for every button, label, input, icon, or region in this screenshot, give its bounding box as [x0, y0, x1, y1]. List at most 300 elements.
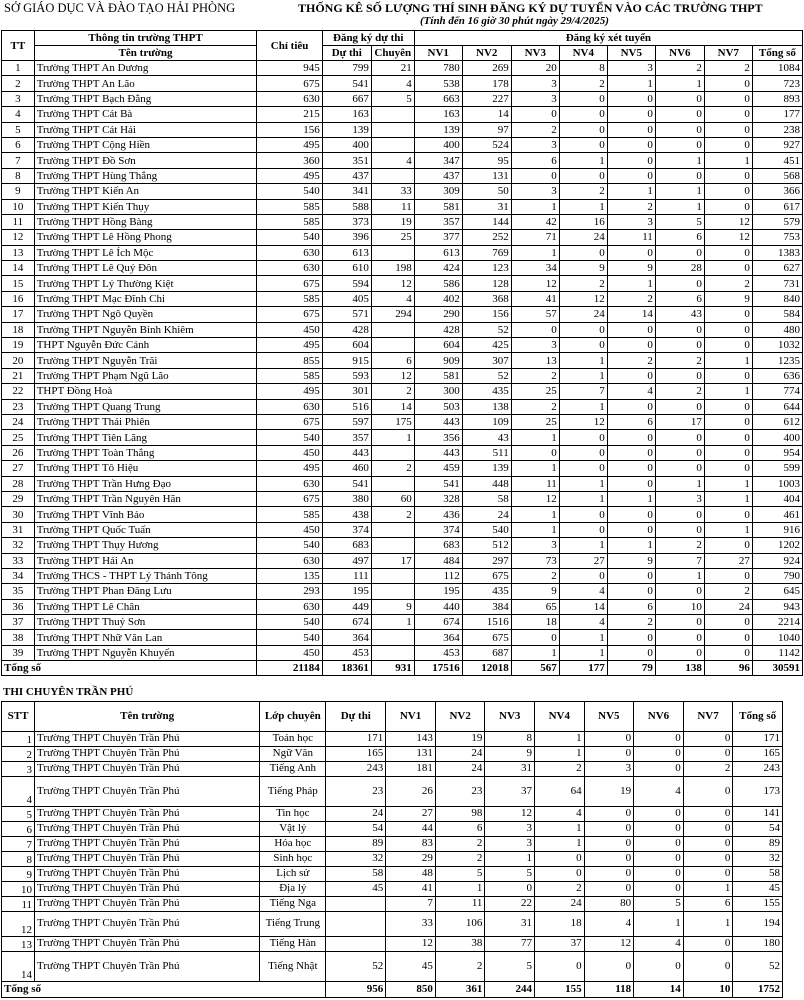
school-name: Trường THPT Thuỷ Sơn — [34, 615, 257, 630]
school-name: Trường THPT Cát Hải — [34, 122, 257, 137]
school-name: Trường THPT An Lão — [34, 76, 257, 91]
data-cell: 6 — [683, 897, 733, 912]
data-cell: 25 — [511, 414, 559, 429]
data-cell: 0 — [607, 91, 655, 106]
data-cell: 156 — [462, 307, 511, 322]
school-name: Trường THPT Chuyên Trần Phú — [35, 952, 260, 982]
school-name: Trường THPT Thụy Hương — [34, 538, 257, 553]
data-cell: 21 — [371, 61, 414, 76]
data-cell: 945 — [257, 61, 322, 76]
school-name: Trường THPT Chuyên Trần Phú — [35, 732, 260, 747]
data-cell: 44 — [386, 822, 436, 837]
data-cell: 511 — [462, 445, 511, 460]
data-cell: 77 — [485, 937, 535, 952]
data-cell: 1 — [655, 199, 704, 214]
school-name: Trường THPT Vĩnh Bảo — [34, 507, 257, 522]
data-cell: 855 — [257, 353, 322, 368]
school-name: Trường THPT Chuyên Trần Phú — [35, 762, 260, 777]
school-name: Trường THPT Chuyên Trần Phú — [35, 897, 260, 912]
data-cell: 341 — [322, 184, 371, 199]
table-row — [2, 276, 803, 291]
school-name: Trường THPT Nguyễn Bỉnh Khiêm — [34, 322, 257, 337]
data-cell: 22 — [485, 897, 535, 912]
school-name: Trường THPT Lê Quý Đôn — [34, 261, 257, 276]
data-cell: 540 — [257, 230, 322, 245]
table-row — [2, 762, 783, 777]
data-cell: 0 — [704, 261, 752, 276]
data-cell: 2 — [559, 76, 607, 91]
table-row — [2, 230, 803, 245]
total-cell: 931 — [371, 661, 414, 676]
school-name: Trường THPT Chuyên Trần Phú — [35, 837, 260, 852]
table-row — [2, 747, 783, 762]
row-number: 22 — [2, 384, 35, 399]
school-name: Trường THPT Chuyên Trần Phú — [35, 747, 260, 762]
row-number: 1 — [2, 61, 35, 76]
data-cell — [371, 568, 414, 583]
data-cell: 12 — [371, 368, 414, 383]
data-cell: 461 — [752, 507, 802, 522]
data-cell: 613 — [414, 245, 462, 260]
data-cell: 171 — [326, 732, 386, 747]
data-cell: 1 — [559, 491, 607, 506]
data-cell: 1 — [511, 430, 559, 445]
specialized-table — [1, 701, 783, 998]
data-cell: 0 — [655, 168, 704, 183]
data-cell: 1 — [683, 882, 733, 897]
row-number: 12 — [2, 230, 35, 245]
row-number: 10 — [2, 882, 35, 897]
data-cell: 1 — [511, 522, 559, 537]
data-cell — [371, 322, 414, 337]
data-cell: 2 — [371, 461, 414, 476]
data-cell: 459 — [414, 461, 462, 476]
data-cell: 0 — [511, 445, 559, 460]
data-cell: 1 — [704, 153, 752, 168]
data-cell: 3 — [511, 76, 559, 91]
data-cell: 0 — [511, 168, 559, 183]
data-cell: 351 — [322, 153, 371, 168]
data-cell: 400 — [414, 137, 462, 152]
data-cell: 954 — [752, 445, 802, 460]
data-cell: 425 — [462, 338, 511, 353]
data-cell: 0 — [559, 122, 607, 137]
data-cell: 0 — [704, 645, 752, 660]
data-cell: 163 — [414, 107, 462, 122]
data-cell: 428 — [322, 322, 371, 337]
data-cell: 585 — [257, 199, 322, 214]
data-cell: 215 — [257, 107, 322, 122]
data-cell: 58 — [326, 867, 386, 882]
data-cell: 0 — [584, 807, 634, 822]
data-cell — [371, 168, 414, 183]
row-number: 13 — [2, 937, 35, 952]
data-cell: 175 — [371, 414, 414, 429]
data-cell: 20 — [511, 61, 559, 76]
data-cell: 195 — [414, 584, 462, 599]
data-cell: 71 — [511, 230, 559, 245]
table-row — [2, 153, 803, 168]
school-name: Trường THPT Lê Ích Mộc — [34, 245, 257, 260]
data-cell: 5 — [371, 91, 414, 106]
data-cell: 198 — [371, 261, 414, 276]
data-cell — [371, 338, 414, 353]
data-cell: 0 — [559, 91, 607, 106]
data-cell: 0 — [559, 461, 607, 476]
data-cell: 5 — [485, 867, 535, 882]
data-cell: 0 — [655, 645, 704, 660]
data-cell: 1 — [704, 522, 752, 537]
data-cell: 0 — [683, 952, 733, 982]
header-admission-registration: Đăng ký xét tuyển — [414, 31, 802, 46]
data-cell: 0 — [607, 445, 655, 460]
data-cell: 384 — [462, 599, 511, 614]
data-cell: 0 — [704, 245, 752, 260]
data-cell: 0 — [655, 445, 704, 460]
data-cell: 2 — [704, 584, 752, 599]
data-cell: 0 — [584, 732, 634, 747]
data-cell: 0 — [607, 137, 655, 152]
school-name: Trường THPT Quang Trung — [34, 399, 257, 414]
table-row — [2, 61, 803, 76]
header-nv3: NV3 — [485, 702, 535, 732]
data-cell: 1235 — [752, 353, 802, 368]
data-cell: 597 — [322, 414, 371, 429]
data-cell: 181 — [386, 762, 436, 777]
data-cell: 4 — [371, 153, 414, 168]
data-cell: 2 — [655, 384, 704, 399]
data-cell: 449 — [322, 599, 371, 614]
data-cell: 753 — [752, 230, 802, 245]
row-number: 19 — [2, 338, 35, 353]
table-row — [2, 291, 803, 306]
data-cell: 27 — [559, 553, 607, 568]
data-cell: 12 — [559, 291, 607, 306]
data-cell: 453 — [322, 645, 371, 660]
data-cell: 24 — [462, 507, 511, 522]
row-number: 5 — [2, 807, 35, 822]
header-exam: Dự thi — [322, 46, 371, 61]
data-cell: 123 — [462, 261, 511, 276]
data-cell: 1 — [559, 476, 607, 491]
data-cell: 0 — [704, 445, 752, 460]
row-number: 21 — [2, 368, 35, 383]
data-cell: 128 — [462, 276, 511, 291]
data-cell: 27 — [386, 807, 436, 822]
data-cell: 0 — [704, 430, 752, 445]
data-cell: 2 — [435, 852, 485, 867]
class-name: Vật lý — [260, 822, 326, 837]
table-row — [2, 414, 803, 429]
data-cell: 165 — [326, 747, 386, 762]
data-cell: 674 — [322, 615, 371, 630]
row-number: 4 — [2, 107, 35, 122]
data-cell: 0 — [607, 522, 655, 537]
class-name: Tiếng Anh — [260, 762, 326, 777]
data-cell: 453 — [414, 645, 462, 660]
data-cell: 0 — [584, 852, 634, 867]
data-cell: 495 — [257, 168, 322, 183]
data-cell: 613 — [322, 245, 371, 260]
table-row — [2, 553, 803, 568]
table-row — [2, 837, 783, 852]
data-cell: 1 — [559, 153, 607, 168]
data-cell: 24 — [559, 230, 607, 245]
data-cell: 687 — [462, 645, 511, 660]
data-cell: 480 — [752, 322, 802, 337]
data-cell: 0 — [655, 122, 704, 137]
header-school-info: Thông tin trường THPT — [34, 31, 257, 46]
data-cell: 674 — [414, 615, 462, 630]
data-cell: 11 — [435, 897, 485, 912]
data-cell: 0 — [655, 615, 704, 630]
data-cell: 630 — [257, 553, 322, 568]
data-cell: 404 — [752, 491, 802, 506]
data-cell: 7 — [386, 897, 436, 912]
row-number: 17 — [2, 307, 35, 322]
total-cell: 14 — [634, 982, 684, 998]
data-cell: 6 — [655, 291, 704, 306]
data-cell: 14 — [462, 107, 511, 122]
data-cell: 540 — [257, 538, 322, 553]
header-class: Lớp chuyên — [260, 702, 326, 732]
data-cell — [371, 137, 414, 152]
data-cell: 13 — [511, 353, 559, 368]
header-nv2: NV2 — [435, 702, 485, 732]
data-cell: 177 — [752, 107, 802, 122]
total-cell: 12018 — [462, 661, 511, 676]
data-cell: 1 — [559, 368, 607, 383]
data-cell: 450 — [257, 445, 322, 460]
data-cell: 37 — [535, 937, 585, 952]
data-cell: 89 — [326, 837, 386, 852]
data-cell: 374 — [322, 522, 371, 537]
data-cell: 143 — [386, 732, 436, 747]
data-cell: 0 — [559, 322, 607, 337]
data-cell: 2 — [371, 384, 414, 399]
data-cell: 12 — [371, 276, 414, 291]
total-cell: 79 — [607, 661, 655, 676]
data-cell: 33 — [386, 912, 436, 937]
data-cell: 12 — [704, 230, 752, 245]
data-cell: 675 — [462, 630, 511, 645]
data-cell: 24 — [435, 762, 485, 777]
data-cell: 630 — [257, 245, 322, 260]
class-name: Địa lý — [260, 882, 326, 897]
data-cell: 109 — [462, 414, 511, 429]
data-cell: 1 — [607, 491, 655, 506]
data-cell: 309 — [414, 184, 462, 199]
registration-table — [1, 30, 803, 676]
school-name: Trường THPT Lê Hồng Phong — [34, 230, 257, 245]
total-cell: 567 — [511, 661, 559, 676]
school-name: Trường THPT Ngô Quyền — [34, 307, 257, 322]
data-cell: 604 — [322, 338, 371, 353]
data-cell: 1 — [535, 747, 585, 762]
total-cell: 1752 — [733, 982, 783, 998]
data-cell: 0 — [607, 568, 655, 583]
table-row — [2, 245, 803, 260]
data-cell: 396 — [322, 230, 371, 245]
data-cell: 443 — [322, 445, 371, 460]
table-row — [2, 952, 783, 982]
school-name: Trường THPT Hồng Bàng — [34, 214, 257, 229]
data-cell: 65 — [511, 599, 559, 614]
data-cell: 2 — [435, 837, 485, 852]
data-cell: 294 — [371, 307, 414, 322]
data-cell: 1 — [535, 837, 585, 852]
data-cell: 106 — [435, 912, 485, 937]
school-name: Trường THPT Chuyên Trần Phú — [35, 937, 260, 952]
data-cell: 139 — [462, 461, 511, 476]
data-cell: 571 — [322, 307, 371, 322]
data-cell: 9 — [607, 553, 655, 568]
data-cell: 4 — [559, 615, 607, 630]
data-cell: 3 — [584, 762, 634, 777]
header-nv3: NV3 — [511, 46, 559, 61]
data-cell: 405 — [322, 291, 371, 306]
data-cell: 9 — [704, 291, 752, 306]
table-row — [2, 568, 803, 583]
class-name: Toán học — [260, 732, 326, 747]
data-cell: 495 — [257, 338, 322, 353]
school-name: Trường THPT Bạch Đằng — [34, 91, 257, 106]
data-cell: 731 — [752, 276, 802, 291]
row-number: 5 — [2, 122, 35, 137]
data-cell: 612 — [752, 414, 802, 429]
data-cell: 630 — [257, 476, 322, 491]
row-number: 31 — [2, 522, 35, 537]
data-cell: 774 — [752, 384, 802, 399]
table-row — [2, 338, 803, 353]
document-title: THỐNG KÊ SỐ LƯỢNG THÍ SINH ĐĂNG KÝ DỰ TUYỂN VÀO CÁC TRƯỜNG THPT — [298, 1, 763, 15]
data-cell: 0 — [655, 522, 704, 537]
data-cell: 1 — [655, 153, 704, 168]
data-cell: 24 — [559, 307, 607, 322]
total-cell: 956 — [326, 982, 386, 998]
data-cell: 2 — [607, 353, 655, 368]
data-cell: 0 — [584, 882, 634, 897]
header-school-name: Tên trường — [34, 46, 257, 61]
data-cell: 364 — [322, 630, 371, 645]
data-cell: 52 — [326, 952, 386, 982]
data-cell: 0 — [704, 414, 752, 429]
data-cell: 4 — [535, 807, 585, 822]
data-cell: 512 — [462, 538, 511, 553]
data-cell: 0 — [634, 732, 684, 747]
table-row — [2, 882, 783, 897]
data-cell: 9 — [559, 261, 607, 276]
data-cell: 0 — [607, 630, 655, 645]
data-cell: 0 — [634, 882, 684, 897]
data-cell: 45 — [733, 882, 783, 897]
data-cell: 604 — [414, 338, 462, 353]
data-cell: 357 — [414, 214, 462, 229]
data-cell: 366 — [752, 184, 802, 199]
data-cell: 269 — [462, 61, 511, 76]
class-name: Tin học — [260, 807, 326, 822]
data-cell: 0 — [704, 137, 752, 152]
data-cell: 8 — [485, 732, 535, 747]
school-name: Trường THPT Thái Phiên — [34, 414, 257, 429]
table-row — [2, 307, 803, 322]
data-cell: 5 — [435, 867, 485, 882]
data-cell: 1 — [559, 199, 607, 214]
data-cell: 0 — [511, 630, 559, 645]
row-number: 6 — [2, 822, 35, 837]
data-cell: 43 — [655, 307, 704, 322]
row-number: 34 — [2, 568, 35, 583]
data-cell: 0 — [559, 445, 607, 460]
school-name: Trường THCS - THPT Lý Thánh Tông — [34, 568, 257, 583]
table-row — [2, 353, 803, 368]
data-cell: 448 — [462, 476, 511, 491]
data-cell: 0 — [634, 852, 684, 867]
data-cell: 915 — [322, 353, 371, 368]
table-row — [2, 261, 803, 276]
data-cell: 568 — [752, 168, 802, 183]
table-row — [2, 184, 803, 199]
data-cell: 2 — [511, 368, 559, 383]
data-cell: 927 — [752, 137, 802, 152]
table-row — [2, 732, 783, 747]
data-cell: 3 — [607, 214, 655, 229]
data-cell: 252 — [462, 230, 511, 245]
data-cell: 2 — [655, 61, 704, 76]
data-cell: 4 — [371, 291, 414, 306]
data-cell: 328 — [414, 491, 462, 506]
school-name: Trường THPT Cộng Hiền — [34, 137, 257, 152]
data-cell: 0 — [704, 368, 752, 383]
school-name: Trường THPT An Dương — [34, 61, 257, 76]
data-cell: 2 — [511, 568, 559, 583]
data-cell: 0 — [704, 338, 752, 353]
table-row — [2, 445, 803, 460]
data-cell: 402 — [414, 291, 462, 306]
data-cell: 790 — [752, 568, 802, 583]
data-cell: 780 — [414, 61, 462, 76]
row-number: 7 — [2, 153, 35, 168]
data-cell: 12 — [511, 491, 559, 506]
data-cell: 769 — [462, 245, 511, 260]
data-cell — [371, 476, 414, 491]
data-cell: 0 — [607, 430, 655, 445]
data-cell: 437 — [414, 168, 462, 183]
header-nv7: NV7 — [683, 702, 733, 732]
school-name: Trường THPT Chuyên Trần Phú — [35, 822, 260, 837]
section-title: THI CHUYÊN TRẦN PHÚ — [3, 686, 134, 698]
data-cell: 297 — [462, 553, 511, 568]
header-total: Tổng số — [752, 46, 802, 61]
school-name: Trường THPT Lý Thường Kiệt — [34, 276, 257, 291]
row-number: 14 — [2, 261, 35, 276]
data-cell: 19 — [584, 777, 634, 807]
total-cell: 18361 — [322, 661, 371, 676]
row-number: 3 — [2, 762, 35, 777]
data-cell: 645 — [752, 584, 802, 599]
data-cell: 1 — [511, 461, 559, 476]
data-cell: 1032 — [752, 338, 802, 353]
data-cell: 0 — [634, 807, 684, 822]
row-number: 26 — [2, 445, 35, 460]
table-row — [2, 399, 803, 414]
data-cell: 2 — [607, 615, 655, 630]
table-row — [2, 867, 783, 882]
row-number: 24 — [2, 414, 35, 429]
row-number: 38 — [2, 630, 35, 645]
row-number: 10 — [2, 199, 35, 214]
data-cell: 0 — [683, 807, 733, 822]
